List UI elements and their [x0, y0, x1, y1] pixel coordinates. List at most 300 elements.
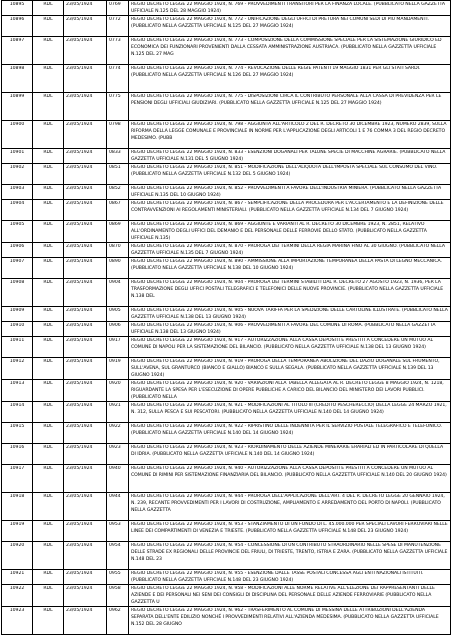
- record-description-text: REGIO DECRETO LEGGE 22 MAGGIO 1924, N. 867 - SEMPLIFICAZIONE DELLA PROCEDURA PER L'ACCERTAMENTO E LA DEFINIZIONE DELLE CONTRAVVENZIONI AI REGOLAMENTI MINISTERIALI. (PUBBLICATO NELLA GAZZETTA UFFICIALE N.134 DEL 7 GIUGNO 1924): [131, 201, 444, 213]
- record-description: [129, 521, 451, 542]
- record-number: [2, 65, 33, 93]
- record-date: [64, 585, 107, 607]
- record-code-text: 0954: [109, 543, 121, 548]
- record-type: [33, 37, 64, 65]
- record-code: [107, 185, 129, 200]
- record-type: [33, 1, 64, 16]
- record-number-text: 10923: [9, 608, 25, 613]
- record-number-text: 10895: [9, 2, 25, 7]
- record-date-text: 23/05/1924: [66, 165, 93, 170]
- record-number-text: 10897: [9, 38, 25, 43]
- record-code: [107, 423, 129, 444]
- record-code: [107, 607, 129, 635]
- record-date: [64, 380, 107, 402]
- record-number-text: 10901: [9, 150, 25, 155]
- record-description: [129, 570, 451, 585]
- record-date: [64, 258, 107, 279]
- record-date: [64, 570, 107, 585]
- record-date: [64, 322, 107, 337]
- record-number-text: 10922: [9, 586, 25, 591]
- record-date-text: 23/05/1924: [66, 201, 93, 206]
- record-type-text: RDL: [43, 201, 53, 206]
- record-description: [129, 279, 451, 307]
- record-description: [129, 337, 451, 358]
- record-date-text: 23/05/1924: [66, 94, 93, 99]
- record-type-text: RDL: [43, 94, 53, 99]
- records-table: [1, 0, 451, 635]
- record-description: [129, 243, 451, 258]
- table-row: [2, 322, 451, 337]
- record-number-text: 10905: [9, 222, 25, 227]
- record-number: [2, 444, 33, 465]
- table-row: [2, 358, 451, 380]
- record-type: [33, 149, 64, 164]
- record-number: [2, 337, 33, 358]
- record-date-text: 23/05/1924: [66, 359, 93, 364]
- table-row: [2, 65, 451, 93]
- record-date: [64, 243, 107, 258]
- record-type-text: RDL: [43, 338, 53, 343]
- record-number: [2, 93, 33, 121]
- record-date: [64, 93, 107, 121]
- record-type-text: RDL: [43, 2, 53, 7]
- record-description-text: REGIO DECRETO LEGGE 22 MAGGIO 1924, N. 890 - AMMISSIONE ALLA IMPORTAZIONE TEMPORANEA DELLA PASTA DI LEGNO MECCANICA. (PUBBLICATO NELLA GAZZETTA UFFICIALE N.138 DEL 10 GIUGNO 1924): [131, 259, 442, 271]
- record-type: [33, 570, 64, 585]
- table-row: [2, 542, 451, 570]
- record-code-text: 0870: [109, 244, 121, 249]
- record-code: [107, 322, 129, 337]
- record-description: [129, 402, 451, 423]
- record-date: [64, 521, 107, 542]
- record-type-text: RDL: [43, 424, 53, 429]
- record-type-text: RDL: [43, 445, 53, 450]
- record-type: [33, 380, 64, 402]
- record-description: [129, 493, 451, 521]
- record-type-text: RDL: [43, 543, 53, 548]
- record-type-text: RDL: [43, 244, 53, 249]
- record-number: [2, 423, 33, 444]
- record-description: [129, 65, 451, 93]
- table-row: [2, 465, 451, 493]
- record-description-text: REGIO DECRETO LEGGE 22 MAGGIO 1924, N. 775 - DISPOSIZIONI CIRCA IL CONTRIBUTO PERSONALE ALLA CASSA DI PREVIDENZA PER LE PENSIONI DEGLI UFFICIALI GIUDIZIARI. (PUBBLICATO NELLA GAZZETTA UFFICIALE N.125 DEL 27 MAGGIO 1924): [131, 94, 442, 106]
- record-type-text: RDL: [43, 165, 53, 170]
- record-number: [2, 542, 33, 570]
- record-description-text: REGIO DECRETO LEGGE 22 MAGGIO 1924, N. 917 - AUTORIZZAZIONE ALLA CASSA DEPOSITI E PRESTITI A CONCEDERE UN MUTUO AL COMUNE DI NAPOLI PER LA SISTEMAZIONE DEL BILANCIO. (PUBBLICATO NELLA GAZZETTA UFFICIALE N.138 DEL 13 GIUGNO 1924): [131, 338, 433, 350]
- record-code: [107, 164, 129, 185]
- record-date: [64, 65, 107, 93]
- record-description: [129, 1, 451, 16]
- record-code: [107, 358, 129, 380]
- record-date-text: 23/05/1924: [66, 466, 93, 471]
- record-date: [64, 337, 107, 358]
- table-row: [2, 221, 451, 243]
- record-type: [33, 607, 64, 635]
- record-date: [64, 185, 107, 200]
- record-type-text: RDL: [43, 38, 53, 43]
- record-description: [129, 93, 451, 121]
- record-type: [33, 493, 64, 521]
- record-description: [129, 358, 451, 380]
- table-row: [2, 307, 451, 322]
- record-code: [107, 493, 129, 521]
- record-description-text: REGIO DECRETO LEGGE 22 MAGGIO 1924, N. 958 - MODIFICAZIONI ALLE NORME RELATIVE ALL'ELEZIONE DEI RAPPRESENTANTI DELLE AZIENDE E DEI PERSONALI NEI SENI DEI CONSIGLI DI DISCIPLINA DEL PERSONALE DELLE AZIENDE FERROVIARIE (PUBBLICATO NELLA GAZZETTA U: [131, 586, 435, 605]
- record-code-text: 0920: [109, 381, 121, 386]
- record-description-text: REGIO DECRETO LEGGE 22 MAGGIO 1924, N. 905 - NUOVA TARIFFA PER LA SPEDIZIONE DELLE CARTOLINE ILLUSTRATE. (PUBBLICATO NELLA GAZZETTA UFFICIALE N.138 DEL 13 GIUGNO 1924): [131, 308, 448, 320]
- record-type: [33, 243, 64, 258]
- record-number-text: 10912: [9, 359, 25, 364]
- record-description-text: REGIO DECRETO LEGGE 22 MAGGIO 1924, N. 940 - AUTORIZZAZIONE ALLA CASSA DEPOSITI E PRESTITI A CONCEDERE UN MUTUO AL COMUNE DI RIMINI PER SISTEMAZIONE FINANZIARIA DEL BILANCIO. (PUBBLICATO NELLA GAZZETTA UFFICIALE N.140 DEL 20 GIUGNO 1924): [131, 466, 447, 478]
- record-description-text: REGIO DECRETO LEGGE 22 MAGGIO 1924, N. 923 - RIORDINAMENTO DELLE AZIENDE MINERARIE ERARIALI ED IN PARTICOLARE DI QUELLA DI IDRIA. (PUBBLICATO NELLA GAZZETTA UFFICIALE N.140 DEL 14 GIUGNO 1924): [131, 445, 444, 457]
- record-number-text: 10904: [9, 201, 25, 206]
- record-code: [107, 65, 129, 93]
- record-type-text: RDL: [43, 66, 53, 71]
- record-code-text: 0923: [109, 445, 121, 450]
- record-code-text: 0798: [109, 122, 121, 127]
- record-number-text: 10911: [9, 338, 25, 343]
- record-type: [33, 585, 64, 607]
- record-number: [2, 279, 33, 307]
- record-code-text: 0772: [109, 17, 121, 22]
- record-number: [2, 521, 33, 542]
- record-code-text: 0773: [109, 38, 121, 43]
- record-number: [2, 121, 33, 149]
- record-code-text: 0944: [109, 494, 121, 499]
- record-type-text: RDL: [43, 466, 53, 471]
- record-description: [129, 258, 451, 279]
- record-code-text: 0833: [109, 150, 121, 155]
- record-date-text: 23/05/1924: [66, 445, 93, 450]
- record-description: [129, 16, 451, 37]
- record-description: [129, 185, 451, 200]
- table-row: [2, 521, 451, 542]
- table-row: [2, 258, 451, 279]
- record-type-text: RDL: [43, 222, 53, 227]
- record-code-text: 0774: [109, 66, 121, 71]
- record-date-text: 23/05/1924: [66, 308, 93, 313]
- record-code-text: 0869: [109, 222, 121, 227]
- record-type-text: RDL: [43, 522, 53, 527]
- record-description: [129, 423, 451, 444]
- record-number: [2, 570, 33, 585]
- record-code-text: 0769: [109, 2, 121, 7]
- record-description-text: REGIO DECRETO LEGGE 22 MAGGIO 1924, N. 904 - PROROGA DEI TERMINI STABILITI DAL R. DECRETO 27 AGOSTO 1923, N. 1936, PER LA TRASFORMAZIONE DEGLI UFFICI POSTALI TELEGRAFICI E TELEFONICI DELLE NUOVE PROVINCIE. (PUBBLICATO NELLA GAZZETTA UFFICIALE N.138 DEL: [131, 280, 444, 299]
- record-description: [129, 607, 451, 635]
- record-description-text: REGIO DECRETO LEGGE 22 MAGGIO 1924, N. 922 - RIPRISTINO DELLE INDENNITÀ PER IL SERVIZIO POSTALE TELEGRAFICO E TELEFONICO. (PUBBLICATO NELLA GAZZETTA UFFICIALE N.140 DEL 14 GIUGNO 1924): [131, 424, 442, 436]
- record-number-text: 10908: [9, 280, 25, 285]
- record-description-text: REGIO DECRETO LEGGE 22 MAGGIO 1924, N. 772 - UNIFICAZIONE DEGLI UFFICI DI PRETURA NEI COMUNI SEDI DI PIÙ MANDAMENTI. (PUBBLICATO NELLA GAZZETTA UFFICIALE N.125 DEL 27 MAGGIO 1924): [131, 17, 429, 29]
- table-row: [2, 337, 451, 358]
- record-code-text: 0904: [109, 280, 121, 285]
- record-description-text: REGIO DECRETO LEGGE 22 MAGGIO 1924, N. 773 - COMPOSIZIONE DELLA COMMISSIONE SPECIALE PER LA SISTEMAZIONE GIURIDICO ED ECONOMICA DEI FUNZIONARI PROVENIENTI DALLA CESSATA AMMINISTRAZIONE AUSTRIACA. (PUBBLICATO NELLA GAZZETTA UFFICIALE N.125 DEL 27 MAG: [131, 38, 442, 57]
- table-row: [2, 402, 451, 423]
- record-number: [2, 607, 33, 635]
- record-code-text: 0917: [109, 338, 121, 343]
- record-date-text: 23/05/1924: [66, 259, 93, 264]
- record-type: [33, 16, 64, 37]
- record-date: [64, 358, 107, 380]
- record-description-text: REGIO DECRETO LEGGE 22 MAGGIO 1924, N. 954 - CONCESSIONE DI UN CONTRIBUTO STRAORDINARIO NELLE SPESE DI MANUTENZIONE DELLE STRADE EX REGIONALI DELLE PROVINCIE DEL FRIULI, DI TRIESTE, TRENTO, ISTRIA E ZARA. (PUBBLICATO NELLA GAZZETTA UFFICIALE N.148 DEL 23: [131, 543, 448, 562]
- record-number: [2, 185, 33, 200]
- table-row: [2, 570, 451, 585]
- record-number-text: 10916: [9, 445, 25, 450]
- record-date-text: 23/05/1924: [66, 586, 93, 591]
- record-type: [33, 337, 64, 358]
- table-row: [2, 243, 451, 258]
- record-number: [2, 402, 33, 423]
- record-number: [2, 16, 33, 37]
- record-code-text: 0955: [109, 571, 121, 576]
- record-type-text: RDL: [43, 359, 53, 364]
- table-row: [2, 607, 451, 635]
- table-row: [2, 93, 451, 121]
- record-description-text: REGIO DECRETO LEGGE 22 MAGGIO 1924, N. 798 - AGGIUNTA ALL'ARTICOLO 2 DEL R. DECRETO 30 DICEMBRE 1923, NUMERO 2839, SULLA RIFORMA DELLA LEGGE COMUNALE E PROVINCIALE IN NORME PER L'APPLICAZIONE DEGLI ARTICOLI 1 E 76 COMMA 3 DEL REGIO DECRETO MEDESIMO. (PUBB: [131, 122, 447, 141]
- record-date: [64, 164, 107, 185]
- record-code: [107, 585, 129, 607]
- record-code: [107, 570, 129, 585]
- record-date-text: 23/05/1924: [66, 66, 93, 71]
- record-type: [33, 164, 64, 185]
- record-type-text: RDL: [43, 403, 53, 408]
- record-number-text: 10910: [9, 323, 25, 328]
- record-description: [129, 322, 451, 337]
- table-row: [2, 585, 451, 607]
- record-type: [33, 185, 64, 200]
- record-number: [2, 380, 33, 402]
- record-description: [129, 37, 451, 65]
- record-number: [2, 585, 33, 607]
- record-code: [107, 444, 129, 465]
- record-type: [33, 444, 64, 465]
- record-number-text: 10913: [9, 381, 25, 386]
- record-code: [107, 402, 129, 423]
- table-row: [2, 200, 451, 221]
- record-type-text: RDL: [43, 150, 53, 155]
- record-code: [107, 307, 129, 322]
- record-number: [2, 200, 33, 221]
- record-code-text: 0851: [109, 165, 121, 170]
- record-description-text: REGIO DECRETO LEGGE 22 MAGGIO 1924, N. 774 - REVOCAZIONE DELLE REGIE PATENTI 19 MAGGIO 1831 PER GLI STATI SARDI. (PUBBLICATO NELLA GAZZETTA UFFICIALE N.126 DEL 27 MAGGIO 1924): [131, 66, 421, 78]
- record-number-text: 10917: [9, 466, 25, 471]
- record-code: [107, 93, 129, 121]
- record-number: [2, 465, 33, 493]
- table-row: [2, 185, 451, 200]
- record-number-text: 10921: [9, 571, 25, 576]
- record-date: [64, 444, 107, 465]
- record-code: [107, 243, 129, 258]
- record-description-text: REGIO DECRETO LEGGE 22 MAGGIO 1924, N. 953 - STANZIAMENTO DI UN FONDO DI L. 45.000.000 PER SPECIALI LAVORI FERROVIARI NELLE LINEE DEI COMPARTIMENTI DI VENEZIA E TRIESTE. (PUBBLICATO NELLA GAZZETTA UFFICIALE N.148 DEL 23 GIUGNO 1924): [131, 522, 448, 534]
- record-date: [64, 37, 107, 65]
- record-number-text: 10903: [9, 186, 25, 191]
- record-date-text: 23/05/1924: [66, 323, 93, 328]
- record-code: [107, 542, 129, 570]
- record-number-text: 10907: [9, 259, 25, 264]
- record-code-text: 0890: [109, 259, 121, 264]
- record-description-text: REGIO DECRETO LEGGE 22 MAGGIO 1924, N. 869 - AGGIUNTE E VARIANTI AL R. DECRETO 30 DICEMBRE 1923, N. 2851, RELATIVO ALL'ORDINAMENTO DEGLI UFFICI DEL DEMANIO E DEL PERSONALE DELLE FERROVIE DELLO STATO. (PUBBLICATO NELLA GAZZETTA UFFICIALE N.135): [131, 222, 427, 241]
- record-description-text: REGIO DECRETO LEGGE 22 MAGGIO 1924, N. 955 - ESENZIONE DALLE TASSE POSTALI CONCESSA AGLI ENTI NAZIONALI ISTITUITI. (PUBBLICATO NELLA GAZZETTA UFFICIALE N.148 DEL 23 GIUGNO 1924): [131, 571, 424, 583]
- record-date: [64, 423, 107, 444]
- table-row: [2, 149, 451, 164]
- record-description-text: REGIO DECRETO LEGGE 22 MAGGIO 1924, N. 833 - ESENZIONI DOGANALI PER TALUNE SPECIE DI MACCHINE AGRARIE. (PUBBLICATO NELLA GAZZETTA UFFICIALE N.131 DEL 5 GIUGNO 1924): [131, 150, 446, 162]
- document-page: [1, 0, 451, 635]
- record-number-text: 10909: [9, 308, 25, 313]
- record-code: [107, 465, 129, 493]
- record-type-text: RDL: [43, 308, 53, 313]
- record-code-text: 0958: [109, 586, 121, 591]
- record-date: [64, 542, 107, 570]
- record-number-text: 10914: [9, 403, 25, 408]
- record-code: [107, 149, 129, 164]
- record-number: [2, 307, 33, 322]
- record-date: [64, 402, 107, 423]
- record-number-text: 10898: [9, 66, 25, 71]
- record-number: [2, 37, 33, 65]
- record-number: [2, 149, 33, 164]
- record-type: [33, 358, 64, 380]
- record-date-text: 23/05/1924: [66, 38, 93, 43]
- record-type: [33, 93, 64, 121]
- record-date-text: 23/05/1924: [66, 424, 93, 429]
- record-date-text: 23/05/1924: [66, 280, 93, 285]
- record-type: [33, 121, 64, 149]
- record-type: [33, 423, 64, 444]
- record-number-text: 10902: [9, 165, 25, 170]
- record-number: [2, 258, 33, 279]
- record-number: [2, 322, 33, 337]
- record-type-text: RDL: [43, 381, 53, 386]
- record-description: [129, 444, 451, 465]
- record-type: [33, 279, 64, 307]
- record-number: [2, 358, 33, 380]
- record-date: [64, 307, 107, 322]
- record-description-text: REGIO DECRETO LEGGE 22 MAGGIO 1924, N. 906 - PROVVEDIMENTI A FAVORE DEL COMUNE DI ROMA. (PUBBLICATO NELLA GAZZETTA UFFICIALE N.138 DEL 13 GIUGNO 1924): [131, 323, 436, 335]
- record-description-text: REGIO DECRETO LEGGE 22 MAGGIO 1924, N. 919 - PROROGA DELLA TEMPORANEA ABOLIZIONE DEL DAZIO DOGANALE SUL FRUMENTO, SULL'AVENA, SUL GRANTURCO (BIANCO E GIALLO) BIANCO E SULLA SEGALA. (PUBBLICATO NELLA GAZZETTA UFFICIALE N.139 DEL 13 GIUGNO 1924): [131, 359, 440, 378]
- record-number-text: 10899: [9, 94, 25, 99]
- record-date: [64, 279, 107, 307]
- record-number-text: 10906: [9, 244, 25, 249]
- record-code-text: 0919: [109, 359, 121, 364]
- record-number-text: 10918: [9, 494, 25, 499]
- table-row: [2, 121, 451, 149]
- record-type: [33, 402, 64, 423]
- record-type: [33, 465, 64, 493]
- record-date: [64, 493, 107, 521]
- table-row: [2, 444, 451, 465]
- table-row: [2, 279, 451, 307]
- record-type-text: RDL: [43, 122, 53, 127]
- record-date: [64, 149, 107, 164]
- record-date-text: 23/05/1924: [66, 543, 93, 548]
- record-date-text: 23/05/1924: [66, 494, 93, 499]
- record-code-text: 0775: [109, 94, 121, 99]
- record-description: [129, 121, 451, 149]
- record-number-text: 10896: [9, 17, 25, 22]
- table-row: [2, 37, 451, 65]
- record-number: [2, 221, 33, 243]
- record-code: [107, 380, 129, 402]
- record-date-text: 23/05/1924: [66, 608, 93, 613]
- record-description-text: REGIO DECRETO LEGGE 22 MAGGIO 1924, N. 921 - MODIFICAZIONI AL TITOLO III (CREDITO PESCHERECCIO) DELLA LEGGE 24 MARZO 1921, N. 312, SULLA PESCA E SUI PESCATORI. (PUBBLICATO NELLA GAZZETTA UFFICIALE N.140 DEL 14 GIUGNO 1924): [131, 403, 447, 415]
- record-date-text: 23/05/1924: [66, 150, 93, 155]
- table-row: [2, 380, 451, 402]
- record-description: [129, 542, 451, 570]
- record-code: [107, 16, 129, 37]
- record-description-text: REGIO DECRETO LEGGE 22 MAGGIO 1924, N. 920 - VARIAZIONI ALLA TABELLA ALLEGATA AL R. DECRETO LEGGE 8 MAGGIO 1924, N. 1218, RIGUARDANTE LA SPESA PER L'ESECUZIONE DI OPERE PUBBLICHE A CARICO DEL BILANCIO DEL MINISTERO DEI LAVORI PUBBLICI. (PUBBLICATO NELLA: [131, 381, 444, 400]
- table-row: [2, 164, 451, 185]
- record-date: [64, 465, 107, 493]
- record-code: [107, 279, 129, 307]
- record-code: [107, 221, 129, 243]
- record-type-text: RDL: [43, 259, 53, 264]
- record-date-text: 23/05/1924: [66, 381, 93, 386]
- record-type: [33, 322, 64, 337]
- record-description-text: REGIO DECRETO LEGGE 22 MAGGIO 1924, N. 769 - PROVVEDIMENTI TRANSITORI PER LA FINANZA LOCALE. (PUBBLICATO NELLA GAZZETTA UFFICIALE N.125 DEL 28 MAGGIO 1924): [131, 2, 445, 14]
- record-type: [33, 258, 64, 279]
- record-code-text: 0953: [109, 522, 121, 527]
- record-code: [107, 37, 129, 65]
- record-description-text: REGIO DECRETO LEGGE 22 MAGGIO 1924, N. 870 - PROROGA DEI TERMINI DELLA REGIA MARINA FINO AL 30 GIUGNO. (PUBBLICATO NELLA GAZZETTA UFFICIALE N.135 DEL 7 GIUGNO 1924): [131, 244, 446, 256]
- record-type-text: RDL: [43, 571, 53, 576]
- record-description-text: REGIO DECRETO LEGGE 22 MAGGIO 1924, N. 851 - MODIFICAZIONE DELL'ALIQUOTA DELL'IMPOSTA SPECIALE SUL CONSUMO DEL VINO. (PUBBLICATO NELLA GAZZETTA UFFICIALE N.132 DEL 5 GIUGNO 1924): [131, 165, 438, 177]
- record-date-text: 23/05/1924: [66, 17, 93, 22]
- record-code: [107, 337, 129, 358]
- record-code-text: 0921: [109, 403, 121, 408]
- record-number: [2, 1, 33, 16]
- table-row: [2, 493, 451, 521]
- record-date: [64, 200, 107, 221]
- record-number: [2, 164, 33, 185]
- record-type-text: RDL: [43, 186, 53, 191]
- record-description-text: REGIO DECRETO LEGGE 22 MAGGIO 1924, N. 962 - TRASFERIMENTO AL COMUNE DI MESSINA DELLE ATTRIBUZIONI DELL'AZIENDA SEPARATA DELL'ENTE EDILIZIO NONCHÉ I PROVVEDIMENTI RELATIVI ALL'AZIENDA MEDESIMA. (PUBBLICATO NELLA GAZZETTA UFFICIALE N.152 DEL 28 GIUGNO: [131, 608, 439, 627]
- record-number-text: 10919: [9, 522, 25, 527]
- record-type: [33, 542, 64, 570]
- record-code-text: 0922: [109, 424, 121, 429]
- record-date-text: 23/05/1924: [66, 222, 93, 227]
- record-number-text: 10915: [9, 424, 25, 429]
- record-code-text: 0852: [109, 186, 121, 191]
- record-number-text: 10920: [9, 543, 25, 548]
- record-description: [129, 164, 451, 185]
- record-date: [64, 121, 107, 149]
- record-code: [107, 1, 129, 16]
- record-type-text: RDL: [43, 494, 53, 499]
- record-code-text: 0905: [109, 308, 121, 313]
- record-description: [129, 465, 451, 493]
- record-number: [2, 243, 33, 258]
- record-description: [129, 149, 451, 164]
- record-date-text: 23/05/1924: [66, 244, 93, 249]
- record-description: [129, 200, 451, 221]
- record-type-text: RDL: [43, 17, 53, 22]
- record-code-text: 0940: [109, 466, 121, 471]
- record-number: [2, 493, 33, 521]
- record-code: [107, 521, 129, 542]
- record-date-text: 23/05/1924: [66, 2, 93, 7]
- record-type-text: RDL: [43, 586, 53, 591]
- record-code-text: 0867: [109, 201, 121, 206]
- record-date-text: 23/05/1924: [66, 571, 93, 576]
- record-type-text: RDL: [43, 608, 53, 613]
- record-type: [33, 200, 64, 221]
- record-code: [107, 258, 129, 279]
- record-date-text: 23/05/1924: [66, 338, 93, 343]
- record-date: [64, 607, 107, 635]
- record-description-text: REGIO DECRETO LEGGE 22 MAGGIO 1924, N. 944 - PROROGA DELL'APPLICAZIONE DELL'ART. 4 DEL R. DECRETO LEGGE 20 GENNAIO 1924, N. 239, RECANTE PROVVEDIMENTI PER I LAVORI DI COSTRUZIONE, AMPLIAMENTO E ARREDAMENTO DEL PORTO DI NAPOLI. (PUBBLICATO NELLA GAZZETTA: [131, 494, 445, 513]
- table-row: [2, 423, 451, 444]
- record-description: [129, 221, 451, 243]
- record-type: [33, 221, 64, 243]
- record-code: [107, 121, 129, 149]
- record-date: [64, 1, 107, 16]
